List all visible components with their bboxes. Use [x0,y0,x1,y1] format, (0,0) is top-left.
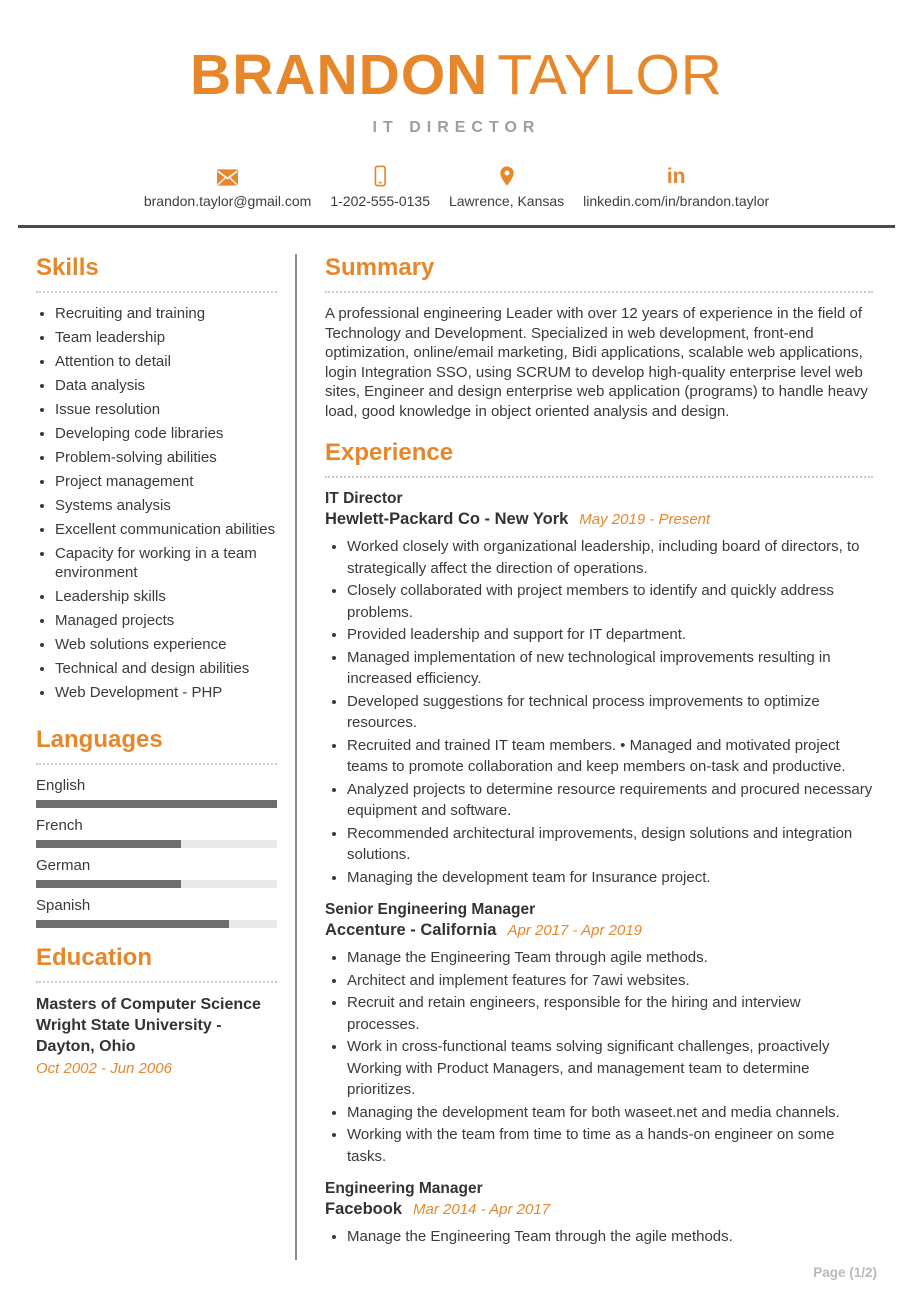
job-bullet-list [325,536,873,888]
language-label: French [36,817,83,834]
job-bullet: • Manage the Engineering Team through agile methods. [347,947,873,969]
job-company-line [325,509,873,530]
skill-item: • Leadership skills [55,587,277,606]
education-section [36,944,277,1077]
job-bullet: • Provided leadership and support for IT department. [347,624,873,646]
job-title: IT Director [325,490,403,507]
language-label: English [36,777,86,794]
skill-item: • Issue resolution [55,400,277,419]
job-entry [325,489,873,888]
language-item [36,776,277,808]
skill-item: • Excellent communication abilities [55,520,277,539]
job-bullet-list [325,1226,873,1248]
skills-section [36,254,277,702]
language-label: Spanish [36,897,91,914]
language-label: German [36,857,91,874]
job-company-line [325,1199,873,1220]
language-bar-fill [36,880,181,888]
location-pin-icon [496,164,518,188]
job-dates: Mar 2014 - Apr 2017 [413,1201,551,1218]
job-title: Senior Engineering Manager [325,901,536,918]
job-bullet: • Developed suggestions for technical process improvements to optimize resources. [347,691,873,734]
summary-section [325,254,873,421]
skills-heading: Skills [36,254,277,293]
language-item [36,856,277,888]
job-bullet: • Analyzed projects to determine resource requirements and procured necessary equipment and software. [347,779,873,822]
skill-item: • Managed projects [55,611,277,630]
language-bar-track [36,800,277,808]
job-bullet: • Managed implementation of new technological improvements resulting in increased efficiency. [347,647,873,690]
contact-location [449,164,564,209]
job-bullet: • Manage the Engineering Team through the agile methods. [347,1226,873,1248]
job-bullet: • Managing the development team for both waseet.net and media channels. [347,1102,873,1124]
languages-list [36,776,277,928]
job-bullet-list [325,947,873,1167]
job-company: Accenture - California [325,921,497,939]
skill-item: • Attention to detail [55,352,277,371]
contact-linkedin [583,164,769,209]
education-dates: Oct 2002 - Jun 2006 [36,1060,172,1077]
sidebar [36,254,277,1260]
job-dates: May 2019 - Present [579,511,711,528]
education-degree: Masters of Computer Science [36,996,261,1013]
summary-text: A professional engineering Leader with over 12 years of experience in the field of Technology and Development. Specialized in web development, front-end optimization, online/email marketing, Bidi applications, scalable web applications, login Integration SSO, using SCRUM to develop high-quality enterprise level web sites, Engineer and design enterprise web application (programs) to handle heavy load, good knowledge in object oriented analysis and design. [325,305,868,420]
language-bar-fill [36,800,277,808]
skills-list [36,304,277,702]
linkedin-url-text: linkedin.com/in/brandon.taylor [583,193,770,209]
content-columns [0,228,913,1280]
skill-item: • Web Development - PHP [55,683,277,702]
job-entry [325,900,873,1167]
linkedin-icon: in [666,165,686,188]
language-bar-track [36,920,277,928]
summary-heading: Summary [325,254,873,293]
job-bullet: • Work in cross-functional teams solving significant challenges, proactively Working with Product Managers, and management team to determine prioritizes. [347,1036,873,1101]
language-item [36,816,277,848]
job-bullet: • Recruit and retain engineers, responsible for the hiring and interview processes. [347,992,873,1035]
job-company: Facebook [325,1200,403,1218]
phone-text: 1-202-555-0135 [330,193,430,209]
job-title: Engineering Manager [325,1180,483,1197]
column-divider [295,254,297,1260]
job-bullet: • Recruited and trained IT team members. • Managed and motivated project teams to promote collaboration and keep members on-task and productive. [347,735,873,778]
job-company: Hewlett-Packard Co - New York [325,510,569,528]
job-bullet: • Recommended architectural improvements, design solutions and integration solutions. [347,823,873,866]
main-content [325,254,873,1260]
experience-heading: Experience [325,439,873,478]
page-number: Page (1/2) [813,1265,877,1280]
person-job-title: IT DIRECTOR [372,119,541,136]
language-bar-track [36,840,277,848]
contact-row [0,164,913,209]
languages-section [36,726,277,928]
languages-heading: Languages [36,726,277,765]
skill-item: • Project management [55,472,277,491]
first-name: BRANDON [190,43,489,107]
contact-phone [330,164,430,209]
skill-item: • Team leadership [55,328,277,347]
job-company-line [325,920,873,941]
job-bullet: • Architect and implement features for 7awi websites. [347,970,873,992]
education-school: Wright State University - Dayton, Ohio [36,1017,222,1055]
experience-section [325,439,873,1248]
language-bar-fill [36,840,181,848]
skill-item: • Recruiting and training [55,304,277,323]
job-dates: Apr 2017 - Apr 2019 [507,922,642,939]
email-text: brandon.taylor@gmail.com [143,193,312,209]
job-bullet: • Closely collaborated with project members to identify and quickly address problems. [347,580,873,623]
email-icon [216,164,239,188]
phone-icon [369,164,391,188]
last-name: TAYLOR [497,43,723,107]
job-bullet: • Worked closely with organizational leadership, including board of directors, to strategically affect the direction of operations. [347,536,873,579]
skill-item: • Systems analysis [55,496,277,515]
location-text: Lawrence, Kansas [448,193,565,209]
language-bar-fill [36,920,229,928]
skill-item: • Web solutions experience [55,635,277,654]
skill-item: • Capacity for working in a team environment [55,544,277,582]
skill-item: • Data analysis [55,376,277,395]
skill-item: • Problem-solving abilities [55,448,277,467]
language-item [36,896,277,928]
contact-email [144,164,312,209]
skill-item: • Technical and design abilities [55,659,277,678]
job-bullet: • Working with the team from time to time as a hands-on engineer on some tasks. [347,1124,873,1167]
job-entry [325,1179,873,1248]
person-name [0,43,913,107]
skill-item: • Developing code libraries [55,424,277,443]
language-bar-track [36,880,277,888]
header [0,0,913,209]
job-bullet: • Managing the development team for Insurance project. [347,867,873,889]
education-heading: Education [36,944,277,983]
